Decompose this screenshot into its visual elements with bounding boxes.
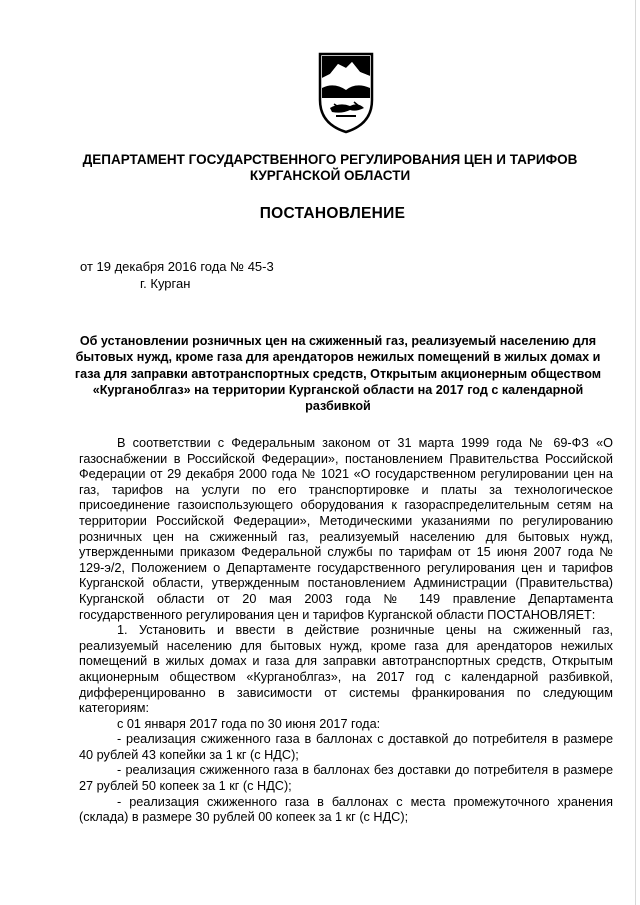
city: г. Курган [140, 276, 191, 291]
document-type: ПОСТАНОВЛЕНИЕ [259, 205, 406, 222]
item-1-paragraph: 1. Установить и ввести в действие розничные цены на сжиженный газ, реализуемый населению для бытовых нужд, кроме газа для арендаторов нежилых помещений в жилых домах и газа для заправки автотранспортных средств, Открытым акционерным обществом «Курганоблгаз», на 2017 год с календарной разбивкой, дифференцированно в зависимости от системы франкирования по следующим категориям: [79, 623, 613, 716]
price-item-3: - реализация сжиженного газа в баллонах с места промежуточного хранения (склада) в размере 30 рублей 00 копеек за 1 кг (с НДС); [79, 794, 613, 825]
department-name [60, 152, 600, 184]
scan-edge [635, 0, 636, 905]
date-and-number: от 19 декабря 2016 года № 45-3 [80, 259, 274, 274]
document-body [79, 436, 613, 826]
kurgan-coat-of-arms-icon [316, 52, 376, 134]
department-line-2: КУРГАНСКОЙ ОБЛАСТИ [249, 168, 411, 183]
department-line-1: ДЕПАРТАМЕНТ ГОСУДАРСТВЕННОГО РЕГУЛИРОВАНИЯ ЦЕН И ТАРИФОВ [82, 152, 578, 167]
price-item-2: - реализация сжиженного газа в баллонах без доставки до потребителя в размере 27 рублей 50 копеек за 1 кг (с НДС); [79, 763, 613, 794]
period-line: с 01 января 2017 года по 30 июня 2017 года: [117, 716, 381, 731]
document-subject: Об установлении розничных цен на сжиженный газ, реализуемый населению для бытовых нужд, кроме газа для арендаторов нежилых помещений в жилых домах и газа для заправки автотранспортных средств, Открытым акционерным обществом «Курганоблгаз» на территории Курганской области на 2017 год с календарной разбивкой [74, 334, 602, 414]
document-meta [80, 258, 274, 292]
preamble-paragraph: В соответствии с Федеральным законом от 31 марта 1999 года № 69-ФЗ «О газоснабжении в Российской Федерации», постановлением Правительства Российской Федерации от 29 декабря 2000 года № 1021 «О государственном регулировании цен на газ, тарифов на услуги по его транспортировке и платы за технологическое присоединение газоиспользующего оборудования к газораспределительным сетям на территории Российской Федерации», Методическими указаниями по регулированию розничных цен на сжиженный газ, реализуемый населению для бытовых нужд, утвержденными приказом Федеральной службы по тарифам от 15 июня 2007 года № 129-э/2, Положением о Департаменте государственного регулирования цен и тарифов Курганской области, утвержденным постановлением Администрации (Правительства) Курганской области от 20 мая 2003 года № 149 правление Департамента государственного регулирования цен и тарифов Курганской области ПОСТАНОВЛЯЕТ: [79, 436, 613, 622]
price-item-1: - реализация сжиженного газа в баллонах с доставкой до потребителя в размере 40 рублей 43 копейки за 1 кг (с НДС); [79, 732, 613, 762]
